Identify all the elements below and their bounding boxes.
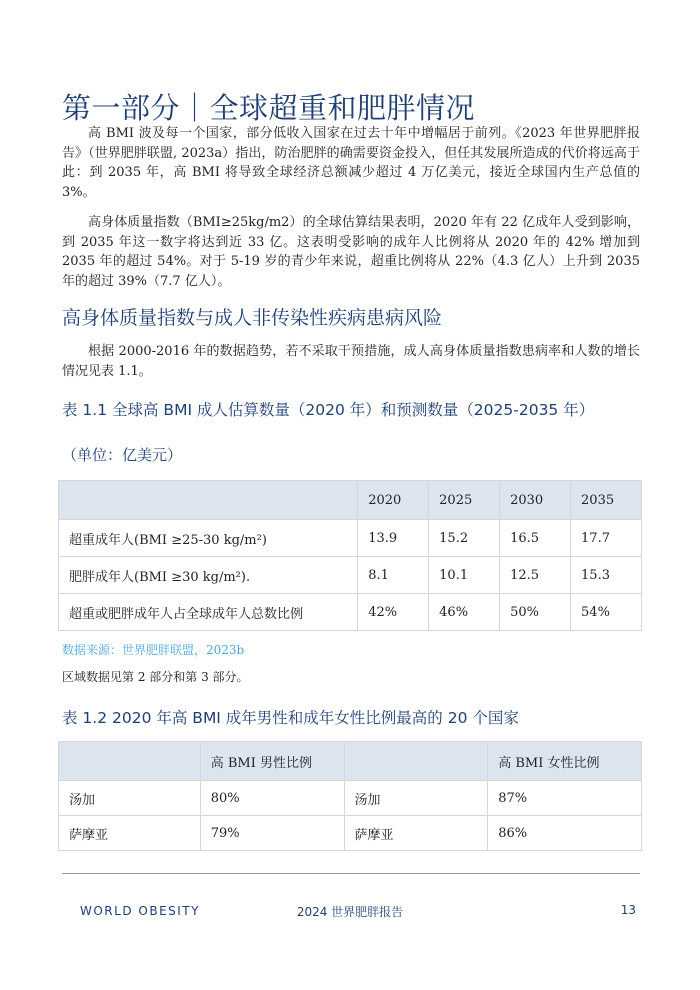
row-label: 超重或肥胖成年人占全球成年人总数比例: [59, 594, 358, 631]
table2-header-cell: [59, 742, 201, 781]
table-cell: 16.5: [500, 520, 571, 557]
table-cell: 15.3: [571, 557, 642, 594]
table1-header-cell: 2020: [358, 481, 429, 520]
page-number: 13: [620, 903, 636, 917]
table-cell: 42%: [358, 594, 429, 631]
table-cell: 15.2: [429, 520, 500, 557]
table1-source: 数据来源：世界肥胖联盟，2023b: [62, 643, 245, 657]
table-cell: 10.1: [429, 557, 500, 594]
footer-divider: [62, 873, 640, 874]
table2-header-cell: 高 BMI 女性比例: [488, 742, 642, 781]
world-obesity-logo: WORLD OBESITY: [80, 904, 200, 918]
table1-unit: （单位：亿美元）: [62, 446, 183, 464]
table2-header-cell: 高 BMI 男性比例: [200, 742, 344, 781]
table-cell: 54%: [571, 594, 642, 631]
table-cell: 13.9: [358, 520, 429, 557]
table-2: [58, 741, 642, 851]
table1-header-cell: 2025: [429, 481, 500, 520]
table-row: [59, 594, 642, 631]
table-cell: 8.1: [358, 557, 429, 594]
table2-header-row: [59, 742, 642, 781]
paragraph-2: 高身体质量指数（BMI≥25kg/m2）的全球估算结果表明，2020 年有 22 亿成年人受到影响，到 2035 年这一数字将达到近 33 亿。这表明受影响的成年人比例将从 2020 年的 42% 增加到 2035 年的超过 54%。对于 5-19 岁的青少年来说，超重比例将从 22%（4.3 亿人）上升到 2035 年的超过 39%（7.7 亿人）。: [62, 215, 640, 289]
table-row: [59, 781, 642, 816]
table-row: [59, 520, 642, 557]
table-cell: 17.7: [571, 520, 642, 557]
table2-header-cell: [344, 742, 488, 781]
table-1: [58, 480, 642, 631]
percent-cell: 80%: [200, 781, 344, 816]
section-title: 第一部分｜全球超重和肥胖情况: [62, 91, 476, 125]
table-cell: 12.5: [500, 557, 571, 594]
country-cell: 汤加: [59, 781, 201, 816]
table1-caption: 表 1.1 全球高 BMI 成人估算数量（2020 年）和预测数量（2025-2035 年）: [62, 401, 595, 419]
table1-header-cell: [59, 481, 358, 520]
table1-header-row: [59, 481, 642, 520]
paragraph-1: 高 BMI 波及每一个国家，部分低收入国家在过去十年中增幅居于前列。《2023 年世界肥胖报告》（世界肥胖联盟, 2023a）指出，防治肥胖的确需要资金投入，但任其发展所造成的代价将远高于此：到 2035 年，高 BMI 将导致全球经济总额减少超过 4 万亿美元，接近全球国内生产总值的 3%。: [62, 126, 640, 200]
percent-cell: 86%: [488, 816, 642, 851]
table-row: [59, 816, 642, 851]
table-row: [59, 557, 642, 594]
row-label: 超重成年人(BMI ≥25-30 kg/m²): [59, 520, 358, 557]
percent-cell: 87%: [488, 781, 642, 816]
table1-header-cell: 2030: [500, 481, 571, 520]
country-cell: 萨摩亚: [59, 816, 201, 851]
percent-cell: 79%: [200, 816, 344, 851]
table1-note: 区域数据见第 2 部分和第 3 部分。: [62, 670, 249, 684]
country-cell: 汤加: [344, 781, 488, 816]
subheading: 高身体质量指数与成人非传染性疾病患病风险: [62, 307, 443, 329]
footer-title: 2024 世界肥胖报告: [296, 905, 404, 919]
table1-header-cell: 2035: [571, 481, 642, 520]
country-cell: 萨摩亚: [344, 816, 488, 851]
paragraph-3: 根据 2000-2016 年的数据趋势，若不采取干预措施，成人高身体质量指数患病率和人数的增长情况见表 1.1。: [62, 344, 640, 379]
row-label: 肥胖成年人(BMI ≥30 kg/m²).: [59, 557, 358, 594]
table2-caption: 表 1.2 2020 年高 BMI 成年男性和成年女性比例最高的 20 个国家: [62, 709, 519, 727]
table-cell: 50%: [500, 594, 571, 631]
table-cell: 46%: [429, 594, 500, 631]
